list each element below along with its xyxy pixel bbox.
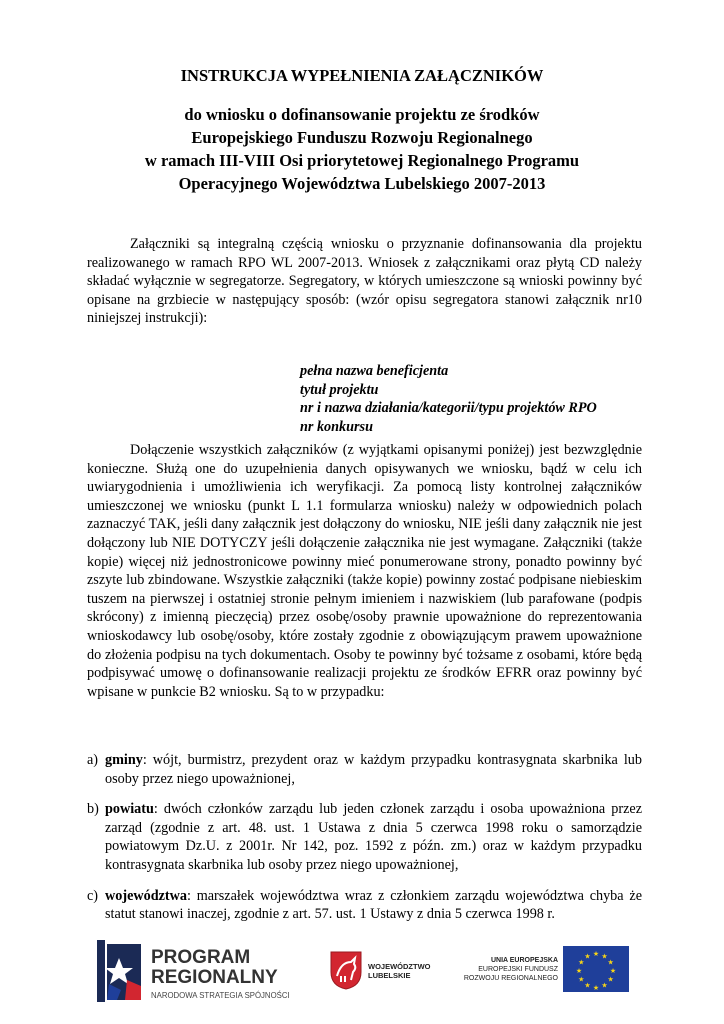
list-item	[87, 887, 642, 924]
list-marker: c)	[87, 887, 99, 904]
list-marker: b)	[87, 801, 99, 818]
footer-logos	[0, 940, 724, 1020]
spine-label-line: nr i nazwa działania/kategorii/typu projektów RPO	[300, 400, 597, 417]
svg-text:★: ★	[607, 975, 614, 984]
subtitle-line: Europejskiego Funduszu Rozwoju Regionalnego	[191, 128, 533, 147]
svg-text:★: ★	[601, 981, 608, 990]
svg-text:★: ★	[575, 967, 583, 975]
eu-flag-icon	[563, 946, 629, 992]
intro-paragraph: Załączniki są integralną częścią wniosku o przyznanie dofinansowania dla projektu realizowanego w ramach RPO WL 2007-2013. Wniosek z załącznikami oraz płytą CD należy składać wyłącznie w segregatorze. Segregatory, w których umieszczone są wnioski powinny być opisane na grzbiecie w następujący sposób: (wzór opisu segregatora stanowi załącznik nr10 niniejszej instrukcji):	[87, 236, 642, 327]
list-text: : wójt, burmistrz, prezydent oraz w każdym przypadku kontrasygnata skarbnika lub osoby przez niego upoważnionej,	[105, 752, 642, 787]
list-item	[87, 751, 642, 788]
eu-line1: UNIA EUROPEJSKA	[490, 957, 558, 964]
subtitle-line: w ramach III-VIII Osi priorytetowej Regionalnego Programu	[144, 151, 580, 170]
eu-line2: EUROPEJSKI FUNDUSZ	[478, 966, 558, 973]
program-logo-line2: REGIONALNY	[151, 967, 278, 988]
svg-text:★: ★	[609, 967, 617, 975]
lubelskie-coat-of-arms-icon	[329, 950, 363, 990]
svg-text:★: ★	[578, 958, 585, 967]
svg-text:★: ★	[607, 958, 614, 967]
signatories-list	[87, 751, 642, 936]
list-text: : dwóch członków zarządu lub jeden członek zarządu i osoba upoważniona przez zarząd (zgodnie z art. 48. ust. 1 Ustawa z dnia 5 czerwca 1998 roku o samorządzie powiatowym Dz.U. z 2001r. Nr 142, poz. 1592 z późn. zm.) oraz w każdym przypadku kontrasygnata skarbnika lub osoby przez niego upoważnionej,	[105, 801, 642, 873]
program-logo-line3: NARODOWA STRATEGIA SPÓJNOŚCI	[151, 991, 290, 1000]
svg-text:★: ★	[584, 981, 591, 990]
attachments-paragraph: Dołączenie wszystkich załączników (z wyjątkami opisanymi poniżej) jest bezwzględnie konieczne. Służą one do uzupełnienia danych opisywanych we wniosku, bądź w celu ich uwiarygodnienia i umożliwienia ich weryfikacji. Za pomocą listy kontrolnej załączników umieszczonej we wniosku (punkt L 1.1 formularza wniosku) należy w odpowiednich polach zaznaczyć TAK, jeśli dany załącznik jest dołączony do wniosku, NIE jeśli dany załącznik nie jest dołączony lub NIE DOTYCZY jeśli dołączenie załącznika nie jest wymagane. Załączniki (także kopie) więcej niż jednostronicowe powinny mieć ponumerowane strony, ponadto powinny być zszyte lub zbindowane. Wszystkie załączniki (także kopie) powinny zostać podpisane niebieskim tuszem na pierwszej i ostatniej stronie pełnym imieniem i nazwiskiem (lub parafowane (podpis skrócony) z imienną pieczęcią) przez osobę/osoby prawnie upoważnione do reprezentowania wnioskodawcy lub osobę/osoby, które zostały zgodnie z obowiązującym prawem upoważnione do złożenia podpisu na tych dokumentach. Osoby te powinny być tożsame z osobami, które będą podpisywać umowę o dofinansowanie realizacji projektu ze środków EFRR oraz powinny być wpisane w punkcie B2 wniosku. Są to w przypadku:	[87, 442, 642, 700]
eu-line3: ROZWOJU REGIONALNEGO	[463, 975, 558, 982]
list-text: : marszałek województwa wraz z członkiem zarządu województwa chyba że statut stanowi inaczej, zgodnie z art. 57. ust. 1 Ustawy z dnia 5 czerwca 1998 r.	[105, 887, 642, 923]
list-term: województwa	[105, 887, 187, 904]
svg-text:★: ★	[592, 950, 600, 958]
program-logo-line1: PROGRAM	[151, 947, 251, 968]
subtitle-line: Operacyjnego Województwa Lubelskiego 2007-2013	[178, 174, 546, 193]
list-term: gminy	[105, 752, 143, 768]
spine-label-line: nr konkursu	[300, 418, 373, 435]
svg-text:★: ★	[592, 984, 600, 992]
page-subtitle	[0, 103, 724, 195]
page-title: INSTRUKCJA WYPEŁNIENIA ZAŁĄCZNIKÓW	[180, 66, 544, 85]
voivodeship-line1: WOJEWÓDZTWO	[368, 962, 431, 971]
list-marker: a)	[87, 752, 99, 768]
spine-label-template	[300, 362, 597, 436]
program-regionalny-logo-icon	[97, 940, 143, 1002]
spine-label-line: pełna nazwa beneficjenta	[300, 363, 449, 379]
svg-text:★: ★	[578, 975, 585, 984]
list-item	[87, 800, 642, 874]
svg-text:★: ★	[584, 952, 591, 961]
spine-label-line: tytuł projektu	[300, 381, 379, 398]
list-term: powiatu	[105, 801, 154, 818]
svg-text:★: ★	[601, 952, 608, 961]
voivodeship-line2: LUBELSKIE	[368, 971, 411, 980]
subtitle-line: do wniosku o dofinansowanie projektu ze środków	[184, 105, 540, 124]
